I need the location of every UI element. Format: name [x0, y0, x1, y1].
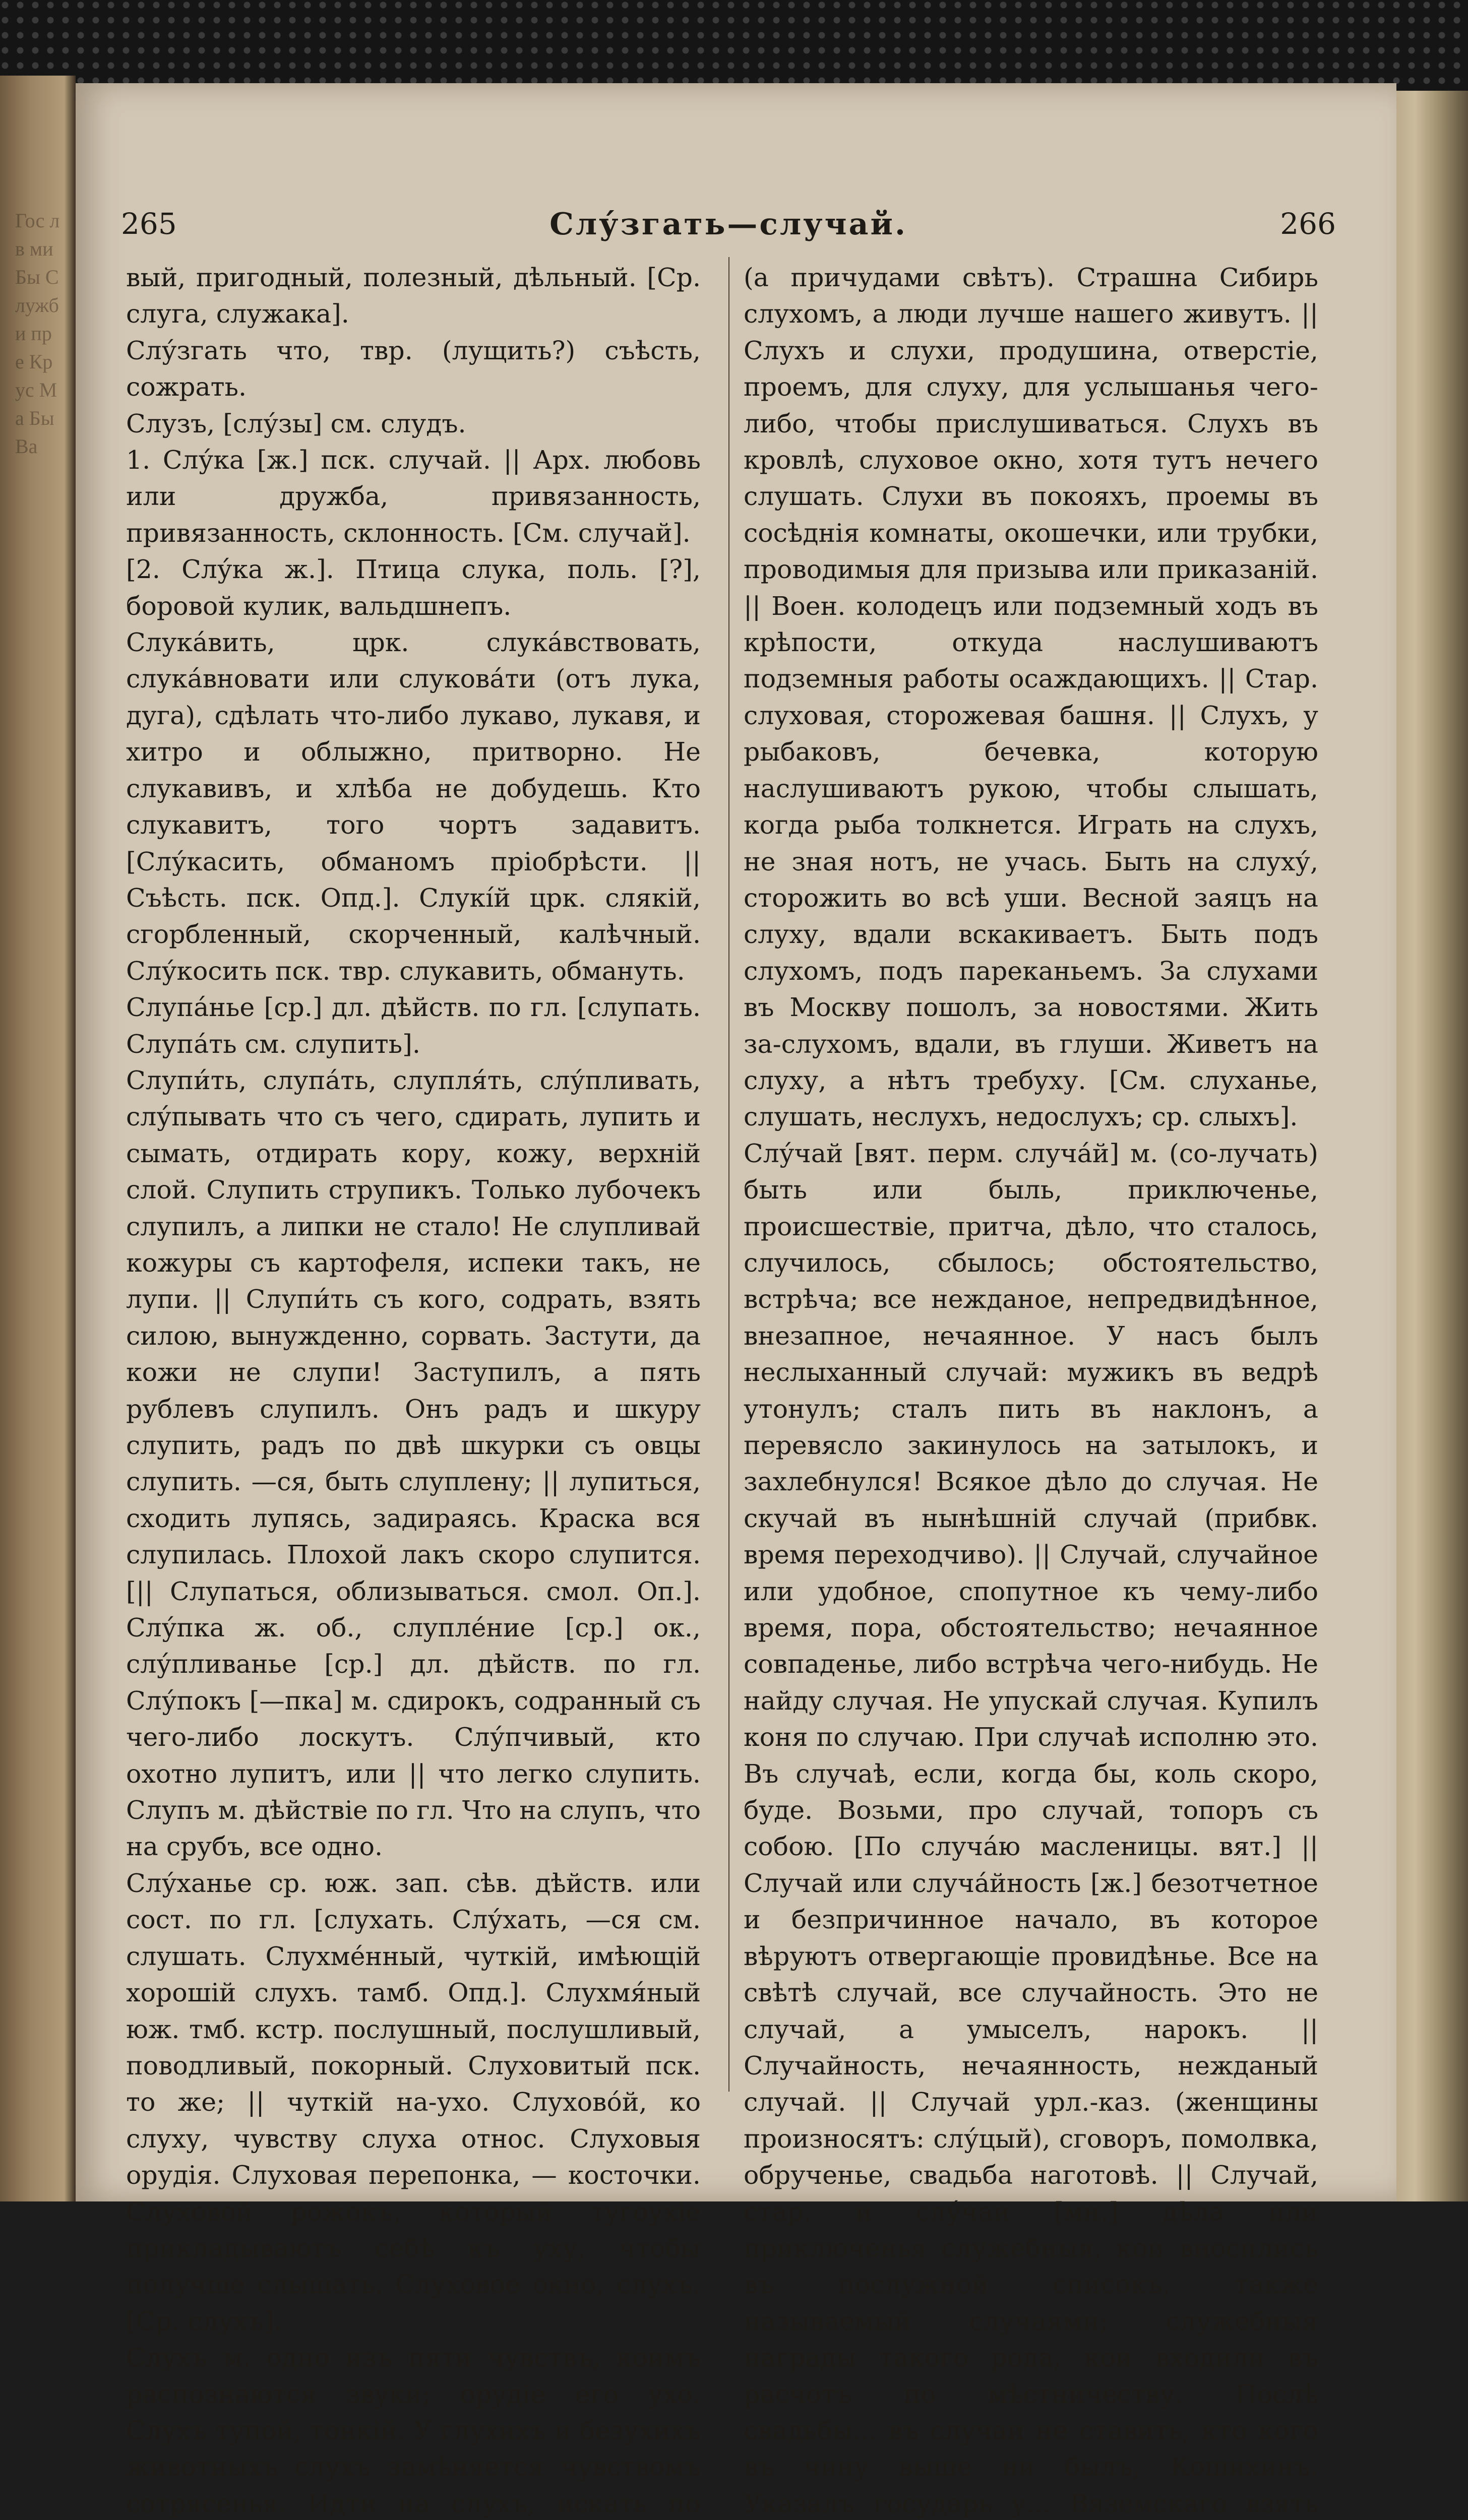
entry-paragraph: Слу́чай [вят. перм. случа́й] м. (со-лучать) быть или быль, приключенье, происшествіе, притча, дѣло, что сталось, случилось, сбылось; обстоятельство, встрѣча; все нежданое, непредвидѣнное, внезапное, нечаянное. У насъ былъ неслыханный случай: мужикъ въ ведрѣ утонулъ; сталъ пить въ наклонъ, а перевясло закинулось на затылокъ, и захлебнулся! Всякое дѣло до случая. Не скучай въ нынѣшній случай (прибвк. время переходчиво). || Случай, случайное или удобное, спопутное къ чему-либо время, пора, обстоятельство; нечаянное совпаденье, либо встрѣча чего-нибудь. Не найду случая. Не упускай случая. Купилъ коня по случаю. При случаѣ исполню это. Въ случаѣ, если, когда бы, коль скоро, буде. Возьми, про случай, топоръ съ собою. [По случа́ю масленицы. вят.] || Случай или случа́йность [ж.] безотчетное и безпричинное начало, въ которое вѣруютъ отвергающіе провидѣнье. Все на свѣтѣ случай, все случайность. Это не случай, а умыселъ, нарокъ. || Случайность, нечаянность, нежданый случай. || Случай урл.-каз. (женщины произносятъ: слу́цый), сговоръ, помолвка, обрученье, свадьба наготовѣ. || Случай, стар. и слу́чаи [мн.] дѣла или приключенья служебныя, кои вносились въ послужной списокъ, также называемый случаями; служебныя награды такого рода, кои входили въ расчотъ по мѣстничеству. Послѣ свадьбы... въ случаи не ставить, кто кого въ чину выше ни былъ, Кошихинъ. Указалъ государь у... Вяземскаго взять: [744, 1138, 1318, 2518]
previous-page-edge: [0, 76, 76, 2201]
right-column: [744, 260, 1318, 2520]
page-number-left: 265: [121, 207, 177, 241]
entry-paragraph: Слухъ м. одно изъ пяти чувствъ, коимъ распознаются звуки; орудіе его ухо. Слухъ тупой, тонкій. У глухихъ и безухихъ животныхъ слухъ замѣняется чувствомъ сотрясенья. Идти на слухъ, искать по: [126, 2343, 701, 2518]
entry-paragraph: Слупи́ть, слупа́ть, слупля́ть, слу́пливать, слу́пывать что съ чего, сдирать, лупить и сымать, отдирать кору, кожу, верхній слой. Слупить струпикъ. Только лубочекъ слупилъ, а липки не стало! Не слупливай кожуры съ картофеля, испеки такъ, не лупи. || Слупи́ть съ кого, содрать, взять силою, вынужденно, сорвать. Застути, да кожи не слупи! Заступилъ, а пять рублевъ слупилъ. Онъ радъ и шкуру слупить, радъ по двѣ шкурки съ овцы слупить. —ся, быть слупленy; || лупиться, сходить лупясь, задираясь. Краска вся слупилась. Плохой лакъ скоро слупится. [|| Слупаться, облизываться. смол. Оп.]. Слу́пка ж. об., слупле́ние [ср.] ок., слу́пливанье [ср.] дл. дѣйств. по гл. Слу́покъ [—пка] м. сдирокъ, содранный съ чего-либо лоскутъ. Слу́пчивый, кто охотно лупитъ, или || что легко слупить. Слупъ м. дѣйствіе по гл. Что на слупъ, что на срубъ, все одно.: [126, 1065, 701, 1862]
page-number-right: 266: [1280, 207, 1336, 241]
entry-paragraph: Слу́ханье ср. юж. зап. сѣв. дѣйств. или сост. по гл. [слухать. Слу́хать, —ся см. слушать. Слухме́нный, чуткій, имѣющій хорошій слухъ. тамб. Опд.]. Слухмя́ный юж. тмб. кстр. послушный, послушливый, поводливый, покорный. Слуховитый пск. то же; || чуткій на-ухо. Слухово́й, ко слуху, чувству слуха относ. Слуховыя орудія. Слуховая перепонка, — косточки. Слуховой рожокъ, который тугоухіе прикладываютъ себѣ къ уху, чтобы получше слышать. Слуховое окно, слухъ. [Ср. слухъ].: [126, 1868, 701, 2336]
left-column: [126, 260, 701, 2520]
entry-paragraph: Слузъ, [слу́зы] см. слудъ.: [126, 408, 466, 438]
page-stack-edge: [1392, 91, 1468, 2201]
entry-paragraph: (а причудами свѣтъ). Страшна Сибирь слухомъ, а люди лучше нашего живутъ. || Слухъ и слухи, продушина, отверстіе, проемъ, для слуху, для услышанья чего-либо, чтобы прислушиваться. Слухъ въ кровлѣ, слуховое окно, хотя тутъ нечего слушать. Слухи въ покояхъ, проемы въ сосѣднія комнаты, окошечки, или трубки, проводимыя для призыва или приказаній. || Воен. колодецъ или подземный ходъ въ крѣпости, откуда наслушиваютъ подземныя работы осаждающихъ. || Стар. слуховая, сторожевая башня. || Слухъ, у рыбаковъ, бечевка, которую наслушиваютъ рукою, чтобы слышать, когда рыба толкнется. Играть на слухъ, не зная нотъ, не учась. Быть на слуху́, сторожить во всѣ уши. Весной заяцъ на слуху, вдали вскакиваетъ. Быть подъ слухомъ, подъ пареканьемъ. За слухами въ Москву пошолъ, за новостями. Жить за-слухомъ, вдали, въ глуши. Живетъ на слуху, а нѣтъ требуху. [См. слуханье, слушать, неслухъ, недослухъ; ср. слыхъ].: [744, 263, 1318, 1132]
entry-paragraph: Слу́згать что, твр. (лущить?) съѣсть, сожрать.: [126, 335, 701, 402]
dictionary-page: [76, 83, 1396, 2518]
running-title: Слу́згать—случай.: [549, 207, 907, 242]
entry-paragraph: вый, пригодный, полезный, дѣльный. [Ср. слуга, служака].: [126, 263, 701, 329]
entry-paragraph: Слука́вить, црк. слука́вствовать, слука́вновати или слукова́ти (отъ лука, дуга), сдѣлать что-либо лукаво, лукавя, и хитро и облыжно, притворно. Не слукавивъ, и хлѣба не добудешь. Кто слукавитъ, того чортъ задавитъ. [Слу́касить, обманомъ пріобрѣсти. || Съѣсть. пск. Опд.]. Слукі́й црк. слякій, сгорбленный, скорченный, калѣчный. Слу́косить пск. твр. слукавить, обмануть.: [126, 627, 701, 986]
entry-paragraph: Слупа́нье [ср.] дл. дѣйств. по гл. [слупать. Слупа́ть см. слупить].: [126, 992, 701, 1059]
column-divider: [728, 257, 729, 2092]
page-header: [121, 207, 1336, 247]
entry-paragraph: [2. Слу́ка ж.]. Птица слука, поль. [?], боровой кулик, вальдшнепъ.: [126, 554, 701, 621]
entry-paragraph: 1. Слу́ка [ж.] пск. случай. || Арх. любовь или дружба, привязанность, привязанность, склонность. [См. случай].: [126, 445, 701, 548]
previous-page-text: Гос л в ми Бы Служби пре Кр ус Ма Бы Ва: [15, 209, 60, 458]
